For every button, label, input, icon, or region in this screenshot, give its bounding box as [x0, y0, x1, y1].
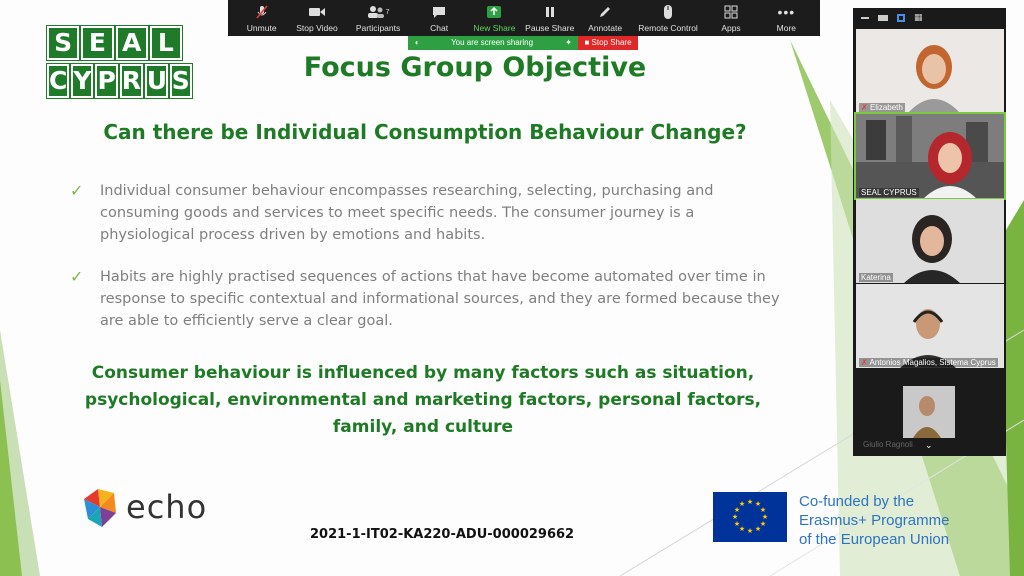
video-feed — [856, 199, 1004, 283]
logo-letter: C — [47, 64, 69, 98]
video-feed — [856, 284, 1004, 368]
bullet-list — [70, 180, 790, 352]
slide-title: Focus Group Objective — [303, 52, 647, 83]
logo-letter: U — [145, 64, 168, 98]
apps-icon — [724, 5, 738, 19]
svg-text:★: ★ — [733, 520, 741, 528]
eu-flag-icon — [713, 492, 787, 542]
screen-share-banner — [408, 36, 638, 50]
mic-muted-icon: ✗ — [861, 103, 868, 112]
bullet-item — [70, 180, 790, 246]
toolbar-label: More — [776, 23, 797, 33]
video-feed — [856, 114, 1004, 198]
panel-controls — [853, 8, 1006, 28]
toolbar-label: Apps — [721, 23, 741, 33]
svg-text:★: ★ — [761, 513, 769, 521]
svg-text:★: ★ — [746, 498, 754, 506]
toolbar-label: Unmute — [246, 23, 277, 33]
svg-text:★: ★ — [754, 500, 762, 508]
logo-letter: E — [81, 26, 113, 60]
video-feed — [856, 29, 1004, 113]
share-message: You are screen sharing — [451, 38, 534, 47]
svg-text:★: ★ — [759, 520, 767, 528]
logo-letter: L — [150, 26, 182, 60]
more-button[interactable] — [759, 0, 814, 33]
new-share-button[interactable] — [467, 0, 522, 33]
logo-row — [47, 26, 182, 60]
echo-logo-icon — [80, 485, 120, 529]
logo-row — [47, 64, 190, 98]
unmute-button[interactable] — [234, 0, 289, 33]
participants-count: 7 — [385, 8, 390, 16]
eu-line: Co-funded by the — [799, 493, 915, 510]
annotate-button[interactable] — [577, 0, 632, 33]
meeting-toolbar — [228, 0, 820, 36]
participant-name-text: Elizabeth — [869, 103, 903, 112]
seal-cyprus-logo — [47, 26, 190, 98]
logo-letter: P — [95, 64, 117, 98]
svg-text:★: ★ — [754, 525, 762, 533]
slide-subtitle: Can there be Individual Consumption Behaviour Change? — [103, 120, 747, 144]
participants-button[interactable] — [345, 0, 412, 33]
logo-letter: A — [116, 26, 148, 60]
participant-panel — [853, 8, 1006, 456]
bullet-text: Individual consumer behaviour encompasses researching, selecting, purchasing and consuming goods and services to meet specific needs. The consumer journey is a physiological process driven by emotions and habits. — [100, 183, 714, 243]
participant-tile[interactable] — [856, 199, 1004, 283]
minimize-icon[interactable] — [861, 17, 869, 19]
logo-letter: S — [170, 64, 192, 98]
svg-text:★: ★ — [746, 527, 754, 535]
thumbnail-name: Giulio Ragnoli — [863, 440, 913, 449]
toolbar-label: New Share — [473, 23, 516, 33]
toolbar-label: Participants — [355, 23, 401, 33]
participant-name: SEAL CYPRUS — [861, 188, 917, 197]
video-icon — [308, 5, 326, 19]
mouse-icon — [662, 4, 674, 20]
participant-name — [859, 358, 998, 367]
svg-text:★: ★ — [759, 506, 767, 514]
gallery-view-icon[interactable]: ▦ — [914, 13, 923, 23]
svg-text:★: ★ — [733, 506, 741, 514]
svg-text:★: ★ — [731, 513, 739, 521]
shield-icon: ◖ — [414, 38, 419, 47]
eu-funding-logo — [713, 492, 949, 549]
bullet-text: Habits are highly practised sequences of actions that have become automated over time in response to specific contextual and informational sources, and they are formed because they are able to efficiently serve a clear goal. — [100, 269, 780, 329]
logo-letter: Y — [71, 64, 93, 98]
participant-thumbnail[interactable] — [903, 386, 955, 438]
echo-logo — [80, 484, 207, 530]
participant-name-text: Antonios Magalios, Sistema Cyprus — [869, 358, 996, 367]
apps-button[interactable] — [703, 0, 758, 33]
stop-share-button[interactable] — [578, 36, 638, 50]
bullet-item — [70, 266, 790, 332]
chat-icon — [431, 5, 447, 19]
participant-tile[interactable] — [856, 284, 1004, 368]
chat-button[interactable] — [411, 0, 466, 33]
share-status — [408, 36, 578, 50]
participant-name: Katerina — [861, 273, 891, 282]
speaker-view-icon[interactable] — [897, 14, 905, 22]
participant-tile[interactable] — [856, 29, 1004, 113]
grant-code: 2021-1-IT02-KA220-ADU-000029662 — [310, 527, 575, 542]
logo-letter: R — [120, 64, 143, 98]
logo-letter: S — [47, 26, 79, 60]
checkmark-icon: ✓ — [70, 181, 84, 200]
view-strip-icon[interactable] — [878, 15, 888, 21]
emphasis-text: Consumer behaviour is influenced by many factors such as situation, psychological, environmental and marketing factors, personal factors, family, and culture — [84, 363, 762, 437]
toolbar-label: Stop Video — [296, 23, 338, 33]
pause-share-button[interactable] — [522, 0, 577, 33]
participant-name — [859, 103, 905, 112]
stop-video-button[interactable] — [289, 0, 344, 33]
checkmark-icon: ✓ — [70, 267, 84, 286]
mic-muted-icon: ✗ — [861, 358, 868, 367]
remote-control-button[interactable] — [633, 0, 704, 33]
eu-line: Erasmus+ Programme — [799, 512, 950, 529]
eu-funding-text — [799, 492, 949, 549]
mic-muted-icon — [254, 4, 270, 20]
chevron-down-icon[interactable]: ⌄ — [925, 441, 933, 451]
toolbar-label: Chat — [430, 23, 449, 33]
echo-logo-text: echo — [126, 488, 208, 526]
more-icon: ••• — [777, 4, 796, 20]
toolbar-label: Remote Control — [638, 23, 698, 33]
stop-icon: ■ — [584, 38, 590, 47]
svg-text:★: ★ — [738, 500, 746, 508]
participant-tile[interactable] — [856, 114, 1004, 198]
svg-text:★: ★ — [738, 525, 746, 533]
share-icon — [486, 5, 502, 19]
eu-line: of the European Union — [799, 531, 950, 548]
video-feed — [903, 386, 955, 438]
pen-icon — [598, 5, 612, 19]
participants-icon — [367, 5, 385, 19]
stop-share-label: Stop Share — [591, 38, 632, 47]
pause-icon — [544, 5, 556, 19]
toolbar-label: Pause Share — [525, 23, 575, 33]
pin-icon: ✦ — [565, 38, 572, 47]
toolbar-label: Annotate — [588, 23, 623, 33]
